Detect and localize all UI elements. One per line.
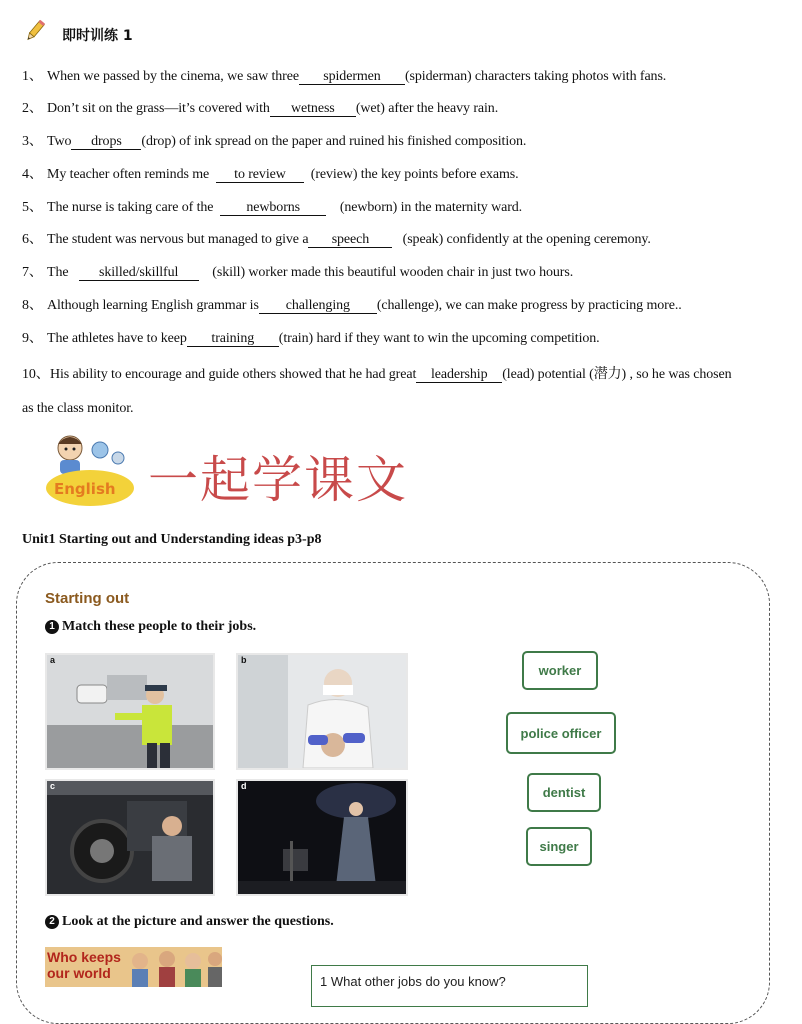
exercise-3 [22,130,526,150]
exercise-text: The nurse is taking care of the [47,200,214,215]
exercise-7 [22,261,573,281]
exercise-6 [22,228,651,248]
section-title: 即时训练 1 [62,28,133,44]
photo-dentist [236,653,408,770]
exercise-10 [22,363,732,383]
exercise-text: My teacher often reminds me [47,167,210,182]
exercise-text: (drop) of ink spread on the paper and ruined his finished composition. [141,134,527,149]
exercise-text: When we passed by the cinema, we saw three [47,69,299,84]
exercise-text: The athletes have to keep [47,331,187,346]
exercise-text: (challenge), we can make progress by practicing more.. [376,298,682,313]
photo-label: b [241,655,247,665]
exercise-number: 7、 [22,265,43,280]
exercise-text: The [47,265,69,280]
poster-line-1: Who keeps [47,949,121,965]
exercise-number: 1、 [22,69,43,84]
job-option-dentist[interactable]: dentist [527,773,601,812]
exercise-text: (skill) worker made this beautiful wooden chair in just two hours. [212,265,574,280]
answer-blank: newborns [220,201,326,216]
photo-worker [45,779,215,896]
exercise-number: 2、 [22,101,43,116]
exercise-text: Two [47,134,72,149]
starting-out-heading: Starting out [45,590,130,607]
exercise-text: (train) hard if they want to win the upcoming competition. [278,331,600,346]
job-option-singer[interactable]: singer [526,827,592,866]
exercise-number: 10、 [22,367,50,382]
answer-blank: drops [71,135,141,150]
answer-blank: speech [308,233,392,248]
answer-blank: skilled/skillful [79,266,199,281]
exercise-text: (speak) confidently at the opening ceremony. [402,232,651,247]
exercise-10-continued: as the class monitor. [22,401,134,416]
answer-blank: spidermen [299,70,405,85]
exercise-number: 5、 [22,200,43,215]
exercise-text: Although learning English grammar is [47,298,259,313]
pencil-icon [22,18,48,44]
english-mascot-logo [40,430,138,510]
job-option-police-officer[interactable]: police officer [506,712,616,754]
exercise-1 [22,65,666,85]
question-box [311,965,588,1007]
exercise-8 [22,294,682,314]
exercise-5 [22,196,522,216]
exercise-text: (review) the key points before exams. [310,167,519,182]
photo-label: a [50,655,56,665]
task-1-text: Match these people to their jobs. [62,619,257,634]
exercise-text: (newborn) in the maternity ward. [339,200,523,215]
exercise-text: Don’t sit on the grass—it’s covered with [47,101,270,116]
exercise-2 [22,97,498,117]
photo-singer [236,779,408,896]
task-number-badge: 1 [45,620,59,634]
task-1-instruction [45,619,256,635]
exercise-number: 8、 [22,298,43,313]
poster-title [47,949,121,981]
exercise-text: The student was nervous but managed to give a [47,232,309,247]
question-text: 1 What other jobs do you know? [320,974,506,989]
unit-title: Unit1 Starting out and Understanding ideas p3-p8 [22,532,322,547]
exercise-text: (lead) potential (潜力) , so he was chosen [502,367,732,382]
exercise-4 [22,163,519,183]
answer-blank: challenging [259,299,377,314]
photo-police-officer [45,653,215,770]
exercise-number: 6、 [22,232,43,247]
exercise-number: 4、 [22,167,43,182]
photo-label: c [50,781,56,791]
poster-image [45,947,222,987]
photo-label: d [241,781,247,791]
job-option-worker[interactable]: worker [522,651,598,690]
answer-blank: to review [216,168,304,183]
answer-blank: training [187,332,279,347]
answer-blank: leadership [416,368,502,383]
task-number-badge: 2 [45,915,59,929]
exercise-text: (spiderman) characters taking photos with fans. [404,69,667,84]
exercise-text: (wet) after the heavy rain. [355,101,499,116]
task-2-text: Look at the picture and answer the questions. [62,914,334,929]
logo-text: English [54,480,116,498]
exercise-text: His ability to encourage and guide others showed that he had great [50,367,417,382]
exercise-9 [22,327,600,347]
exercise-number: 9、 [22,331,43,346]
task-2-instruction [45,914,334,930]
exercise-number: 3、 [22,134,43,149]
banner-title: 一起学课文 [148,451,408,509]
answer-blank: wetness [270,102,356,117]
poster-line-2: our world [47,965,111,981]
